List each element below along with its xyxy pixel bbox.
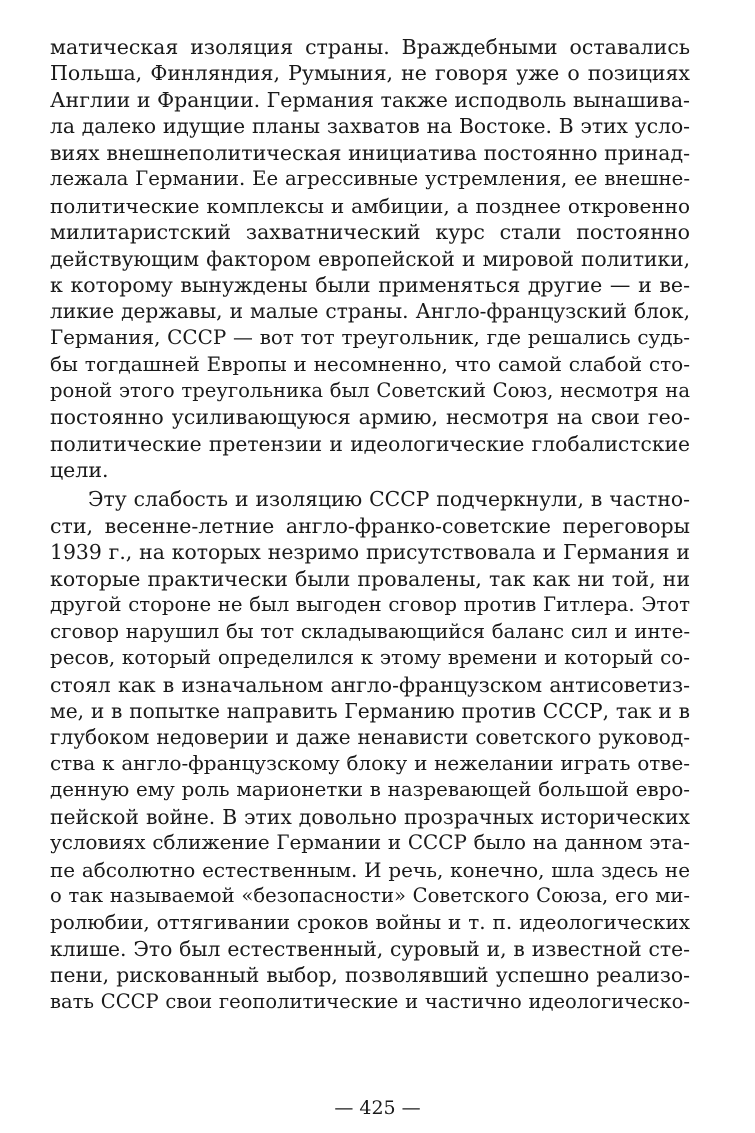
text-line: пени, рискованный выбор, позволявший успешно реализо- — [50, 963, 690, 988]
text-line: другой стороне не был выгоден сговор против Гитлера. Этот — [50, 593, 690, 617]
text-line: клише. Это был естественный, суровый и, в известной сте- — [50, 936, 690, 961]
text-line: цели. — [50, 458, 109, 482]
text-line: глубоком недоверии и даже ненависти советского руковод- — [50, 725, 690, 750]
text-line: постоянно усиливающуюся армию, несмотря на свои гео- — [50, 405, 690, 430]
text-line: вать СССР свои геополитические и частично идеологическо- — [50, 989, 690, 1013]
text-line: политические комплексы и амбиции, а позднее откровенно — [50, 193, 690, 218]
text-line: политические претензии и идеологические глобалистские — [50, 431, 690, 456]
text-line: ресов, который определился к этому времени и который со- — [50, 646, 690, 670]
text-line: ла далеко идущие планы захватов на Востоке. В этих усло- — [50, 114, 690, 139]
text-line: денную ему роль марионетки в назревающей большой евро- — [50, 778, 690, 802]
text-line: пе абсолютно естественным. И речь, конечно, шла здесь не — [50, 857, 690, 882]
text-line: ролюбии, оттягивании сроков войны и т. п. идеологических — [50, 910, 690, 935]
text-line: к которому вынуждены были применяться другие — и ве- — [50, 272, 690, 297]
text-line: лежала Германии. Ее агрессивные устремления, ее внешне- — [50, 167, 690, 191]
text-line: Германия, СССР — вот тот треугольник, где решались судь- — [50, 325, 690, 349]
text-line: Польша, Финляндия, Румыния, не говоря уже о позициях — [50, 61, 690, 86]
paragraph-2 — [50, 486, 690, 1015]
text-line: условиях сближение Германии и СССР было на данном эта- — [50, 831, 690, 855]
text-line: сти, весенне-летние англо-франко-советские переговоры — [50, 513, 690, 538]
text-line: ства к англо-французскому блоку и нежелании играть отве- — [50, 751, 690, 775]
text-line: стоял как в изначальном англо-французском антисоветиз- — [50, 672, 690, 697]
text-line: Эту слабость и изоляцию СССР подчеркнули, в частно- — [88, 487, 690, 512]
text-line: действующим фактором европейской и мировой политики, — [50, 246, 690, 271]
text-line: пейской войне. В этих довольно прозрачных исторических — [50, 804, 690, 829]
text-line: виях внешнеполитическая инициатива постоянно принад- — [50, 140, 690, 165]
text-line: роной этого треугольника был Советский Союз, несмотря на — [50, 378, 690, 402]
text-line: бы тогдашней Европы и несомненно, что самой слабой сто- — [50, 352, 690, 377]
text-line: которые практически были провалены, так как ни той, ни — [50, 566, 690, 591]
text-line: милитаристский захватнический курс стали постоянно — [50, 220, 690, 245]
text-line: Англии и Франции. Германия также исподволь вынашива- — [50, 87, 690, 112]
text-line: ликие державы, и малые страны. Англо-французский блок, — [50, 299, 690, 324]
body-text — [50, 34, 690, 1015]
text-line: о так называемой «безопасности» Советского Союза, его ми- — [50, 884, 690, 907]
text-line: ме, и в попытке направить Германию против СССР, так и в — [50, 698, 690, 723]
text-line: 1939 г., на которых незримо присутствовала и Германия и — [50, 540, 690, 565]
page-number: — 425 — — [334, 1097, 421, 1119]
text-line: сговор нарушил бы тот складывающийся баланс сил и инте- — [50, 619, 690, 643]
paragraph-1 — [50, 34, 690, 483]
text-line: матическая изоляция страны. Враждебными оставались — [50, 35, 690, 59]
